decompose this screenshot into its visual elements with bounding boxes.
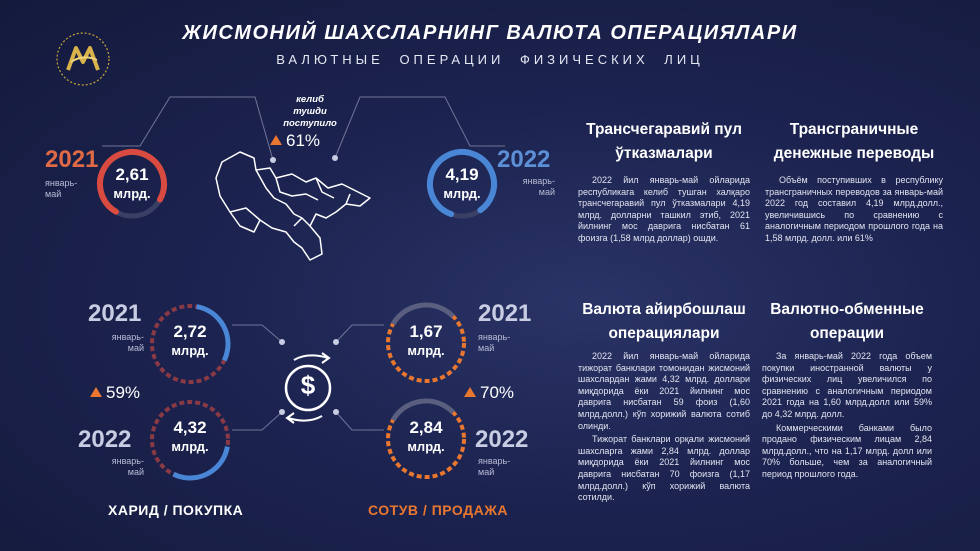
buy-2022-year: 2022 (78, 426, 132, 453)
transfers-2021-period: январь- май (45, 178, 78, 199)
buy-caption: ХАРИД / ПОКУПКА (108, 502, 244, 518)
page-title: ЖИСМОНИЙ ШАХСЛАРНИНГ ВАЛЮТА ОПЕРАЦИЯЛАРИ (182, 22, 798, 44)
buy-2021-year: 2021 (88, 300, 142, 327)
transfers-ru-block (765, 118, 943, 245)
transfers-label: келиб тушди поступило (283, 94, 337, 129)
exchange-uz-text-1: 2022 йил январь-май ойларида тижорат банклари томонидан жисмоний шахслардан жами 4,32 млрд. доллари миқдорида ёки 2021 йилнинг мос даврига нисбатан 59 фоиз (1,60 млрд.долл.) кўп хорижий валюта сотиб олинди. (578, 351, 750, 431)
sell-caption: СОТУВ / ПРОДАЖА (368, 502, 508, 518)
exchange-ru-text-2: Коммерческими банками было продано физическим лицам 2,84 млрд.долл., что на 1,17 млрд. долл или 70% больше, чем за аналогичный период прошлого года. (762, 422, 932, 479)
exchange-ru-block (762, 298, 932, 481)
sell-2022-value: 2,84 млрд. (407, 418, 445, 454)
up-arrow-icon (270, 135, 282, 145)
buy-2021-period: январь- май (111, 332, 144, 353)
transfers-uz-text: 2022 йил январь-май ойларида республикага келиб тушган халқаро трансчегаравий пул ўтказмалари 4,19 млрд. долларни ташкил этиб, 2021 йилнинг мос даврига нисбатан 61 фоизга (1,58 млрд доллар) ошди. (578, 175, 750, 243)
transfers-uz-block (578, 118, 750, 245)
sell-growth: 70% (464, 383, 514, 403)
uzbekistan-map-icon (210, 148, 380, 266)
sell-2021-year: 2021 (478, 300, 532, 327)
exchange-uz-heading: Валюта айирбошлаш операциялари (582, 301, 746, 342)
buy-2021-value: 2,72 млрд. (171, 322, 209, 358)
exchange-ru-heading: Валютно-обменные операции (770, 301, 924, 342)
sell-2021-period: январь- май (478, 332, 511, 353)
up-arrow-icon (90, 387, 102, 397)
dollar-sign: $ (300, 370, 316, 400)
transfers-2022-value: 4,19 млрд. (443, 165, 481, 201)
transfers-2022-year: 2022 (497, 146, 551, 173)
exchange-uz-text-2: Тижорат банклари орқали жисмоний шахсларга жами 2,84 млрд. доллар миқдорида ёки 2021 йилнинг мос даврига нисбатан 70 фоизга (1,17 млрд.долл.) кўп хорижий валюта сотилди. (578, 434, 750, 503)
transfers-growth: 61% (270, 131, 320, 151)
exchange-ru-text-1: За январь-май 2022 года объем покупки иностранной валюты у физических лиц увеличился по сравнению с аналогичным периодом 2021 года на 1,60 млрд.долл или 59% до 4,32 млрд. долл. (762, 351, 932, 419)
buy-2022-value: 4,32 млрд. (171, 418, 209, 454)
sell-2022-year: 2022 (475, 426, 529, 453)
buy-growth: 59% (90, 383, 140, 403)
transfers-2022-period: январь- май (522, 176, 555, 197)
transfers-ru-heading: Трансграничные денежные переводы (773, 121, 935, 162)
transfers-ru-text: Объём поступивших в республику трансграничных переводов за январь-май 2022 год составил 4,19 млрд.долл., увеличившись по сравнению с аналогичным периодом прошлого года на 1,58 млрд. долл. или 61% (765, 175, 943, 243)
transfers-2021-year: 2021 (45, 146, 99, 173)
sell-2021-value: 1,67 млрд. (407, 322, 445, 358)
page-subtitle: ВАЛЮТНЫЕ ОПЕРАЦИИ ФИЗИЧЕСКИХ ЛИЦ (276, 52, 704, 67)
sell-2022-period: январь- май (478, 456, 511, 477)
buy-2022-period: январь- май (111, 456, 144, 477)
transfers-2021-value: 2,61 млрд. (113, 165, 151, 201)
exchange-uz-block (578, 298, 750, 504)
transfers-uz-heading: Трансчегаравий пул ўтказмалари (586, 121, 742, 162)
